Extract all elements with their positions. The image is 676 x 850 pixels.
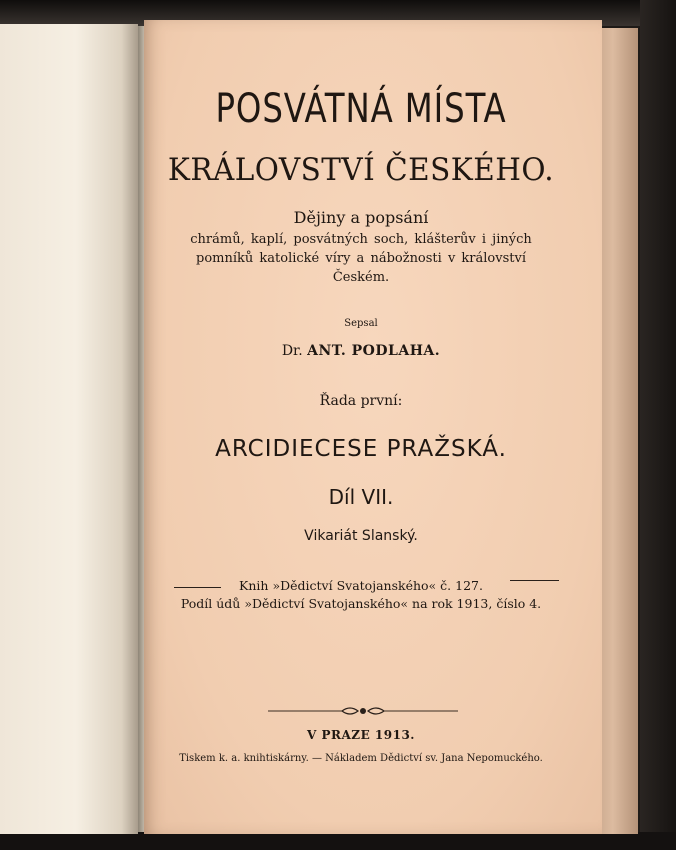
title-line-1: POSVÁTNÁ MÍSTA bbox=[215, 86, 507, 132]
author-title: Dr. bbox=[281, 343, 303, 359]
page-edges bbox=[596, 28, 638, 834]
subtitle-line-4: Českém. bbox=[332, 270, 390, 285]
place-and-year: V PRAZE 1913. bbox=[307, 728, 415, 742]
ornament-divider-icon bbox=[268, 704, 458, 718]
vicariate-label: Vikariát Slanský. bbox=[304, 528, 418, 544]
printer-line: Tiskem k. a. knihtiskárny. — Nákladem Dědictví sv. Jana Nepomuckého. bbox=[179, 753, 543, 764]
title-line-2: KRÁLOVSTVÍ ČESKÉHO. bbox=[167, 152, 555, 188]
publication-line-2: Podíl údů »Dědictví Svatojanského« na rok 1913, číslo 4. bbox=[180, 596, 542, 611]
subtitle-line-2: chrámů, kaplí, posvátných soch, klášterův i jiných bbox=[190, 232, 532, 247]
diocese-heading: ARCIDIECESE PRAŽSKÁ. bbox=[215, 436, 507, 462]
series-label: Řada první: bbox=[319, 393, 403, 409]
subtitle-line-1: Dějiny a popsání bbox=[293, 208, 429, 227]
part-number: Díl VII. bbox=[328, 485, 394, 509]
publication-line-1: Knih »Dědictví Svatojanského« č. 127. bbox=[239, 578, 483, 593]
subtitle-line-3: pomníků katolické víry a nábožnosti v království bbox=[196, 251, 526, 266]
facing-blank-page bbox=[0, 24, 138, 834]
background-bottom bbox=[0, 832, 676, 850]
author-prefix: Sepsal bbox=[344, 318, 378, 329]
background-right bbox=[640, 0, 676, 850]
author-line bbox=[146, 343, 576, 359]
author-name: ANT. PODLAHA. bbox=[307, 343, 441, 359]
